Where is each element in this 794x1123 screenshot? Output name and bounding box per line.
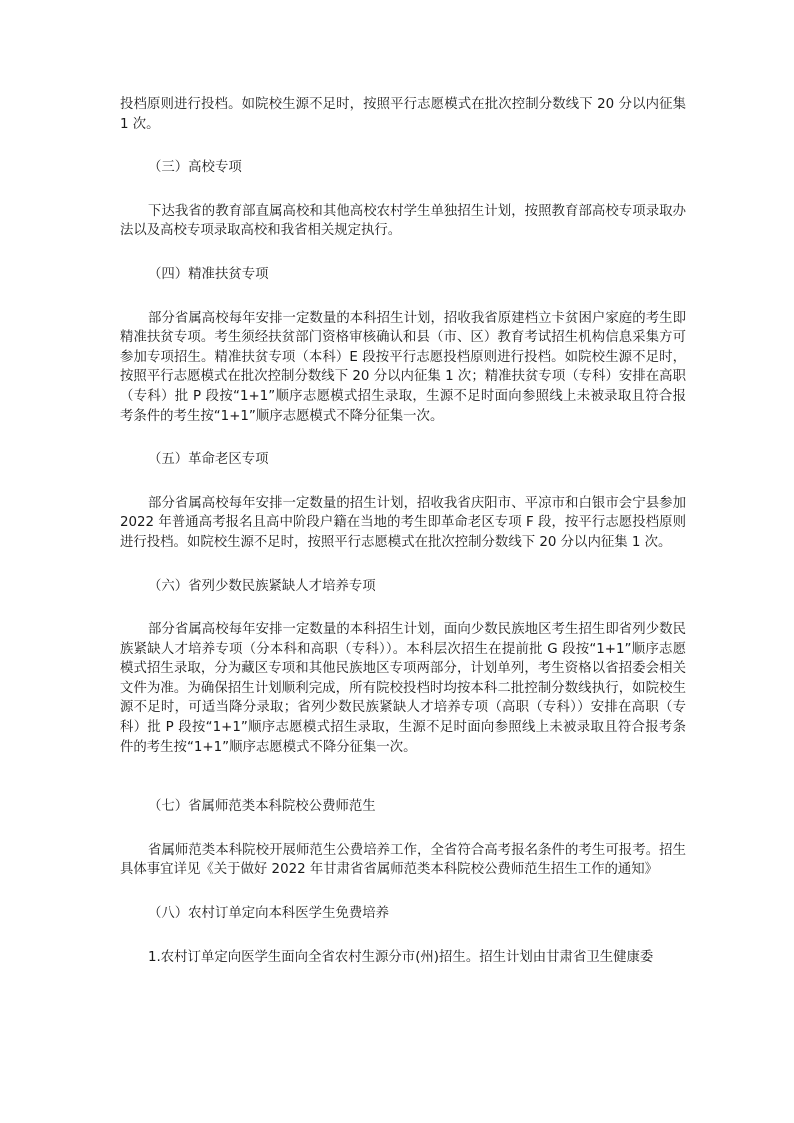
paragraph-ethnic-minority-talent: 部分省属高校每年安排一定数量的本科招生计划，面向少数民族地区考生招生即省列少数民族紧缺人才培养专项（分本科和高职（专科））。本科层次招生在提前批 G 段按“1+1”顺序志愿模式招生录取，分为藏区专项和其他民族地区专项两部分，计划单列，考生资格以省招委会相关文件为准。为确保招生计划顺利完成，所有院校投档时均按本科二批控制分数线执行，如院校生源不足时，可适当降分录取；省列少数民族紧缺人才培养专项（高职（专科））安排在高职（专科）批 P 段按“1+1”顺序志愿模式招生录取，生源不足时面向参照线上未被录取且符合报考条件的考生按“1+1”顺序志愿模式不降分征集一次。	[120, 622, 686, 755]
section-heading-6: （六）省列少数民族紧缺人才培养专项	[148, 578, 376, 594]
paragraph-old-revolutionary-area: 部分省属高校每年安排一定数量的招生计划，招收我省庆阳市、平凉市和白银市会宁县参加 2022 年普通高考报名且高中阶段户籍在当地的考生即革命老区专项 F 段，按平行志愿投档原则进行投档。如院校生源不足时，按照平行志愿模式在批次控制分数线下 20 分以内征集 1 次。	[120, 495, 686, 550]
paragraph-university-special: 下达我省的教育部直属高校和其他高校农村学生单独招生计划，按照教育部高校专项录取办法以及高校专项录取高校和我省相关规定执行。	[120, 203, 686, 239]
paragraph-continuation: 投档原则进行投档。如院校生源不足时，按照平行志愿模式在批次控制分数线下 20 分以内征集 1 次。	[120, 97, 686, 132]
paragraph-public-funded-teacher: 省属师范类本科院校开展师范生公费培养工作，全省符合高考报名条件的考生可报考。招生具体事宜详见《关于做好 2022 年甘肃省省属师范类本科院校公费师范生招生工作的通知》	[120, 842, 686, 878]
section-heading-8: （八）农村订单定向本科医学生免费培养	[148, 906, 390, 922]
document-page	[120, 95, 686, 967]
section-heading-7: （七）省属师范类本科院校公费师范生	[148, 799, 376, 815]
section-heading-3: （三）高校专项	[148, 160, 242, 176]
section-heading-4: （四）精准扶贫专项	[148, 266, 269, 282]
paragraph-poverty-special: 部分省属高校每年安排一定数量的本科招生计划，招收我省原建档立卡贫困户家庭的考生即精准扶贫专项。考生须经扶贫部门资格审核确认和县（市、区）教育考试招生机构信息采集方可参加专项招生。精准扶贫专项（本科）E 段按平行志愿投档原则进行投档。如院校生源不足时，按照平行志愿模式在批次控制分数线下 20 分以内征集 1 次；精准扶贫专项（专科）安排在高职（专科）批 P 段按“1+1”顺序志愿模式招生录取，生源不足时面向参照线上未被录取且符合报考条件的考生按“1+1”顺序志愿模式不降分征集一次。	[120, 310, 686, 424]
section-heading-5: （五）革命老区专项	[148, 452, 269, 468]
paragraph-rural-medical: 1.农村订单定向医学生面向全省农村生源分市(州)招生。招生计划由甘肃省卫生健康委	[148, 949, 654, 965]
